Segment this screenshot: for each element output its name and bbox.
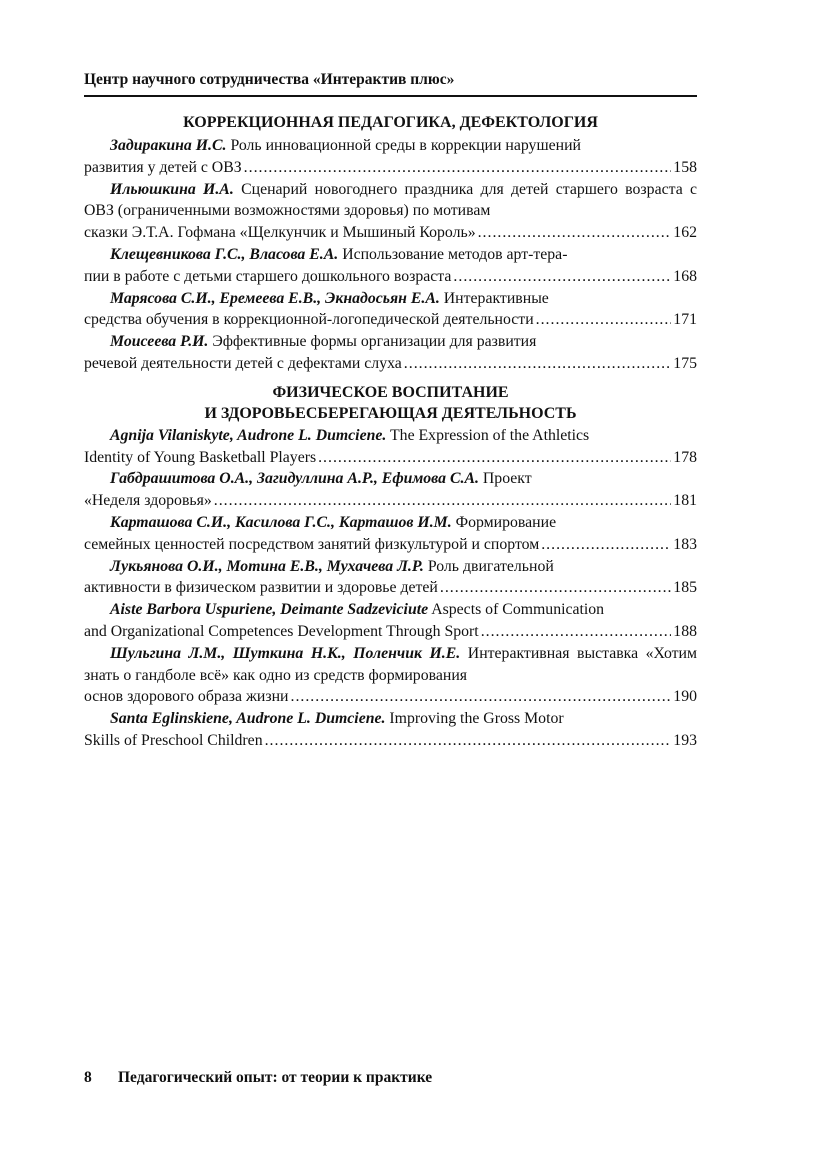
toc-entry[interactable]	[84, 135, 697, 179]
dot-leader	[541, 534, 671, 556]
toc-entry-last-line	[84, 222, 697, 244]
toc-entry-title-end: семейных ценностей посредством занятий физкультурой и спортом	[84, 535, 540, 553]
toc-entry-text	[84, 331, 697, 353]
toc-entry[interactable]	[84, 288, 697, 332]
toc-entry[interactable]	[84, 425, 697, 469]
toc-page-number: 171	[673, 311, 697, 329]
toc-page-number: 178	[673, 448, 697, 466]
toc-entry-last-line	[84, 730, 697, 752]
section-title	[84, 382, 697, 424]
toc-entry[interactable]	[84, 643, 697, 708]
toc-entry-text	[84, 425, 697, 447]
toc-page-number: 181	[673, 492, 697, 510]
dot-leader	[453, 266, 671, 288]
toc-entry-authors: Клещевникова Г.С., Власова Е.А.	[110, 245, 339, 263]
toc-entry-title: The Expression of the Athletics	[390, 426, 590, 444]
toc-entry-title: Роль двигательной	[427, 557, 554, 575]
dot-leader	[244, 157, 672, 179]
table-of-contents	[84, 112, 697, 752]
toc-entry-title: Проект	[482, 470, 532, 488]
toc-entry-title: Роль инновационной среды в коррекции нарушений	[230, 137, 581, 154]
page-number: 8	[84, 1069, 92, 1086]
dot-leader	[404, 353, 672, 375]
toc-entry-title-end: Identity of Young Basketball Players	[84, 448, 317, 466]
toc-entry-title-end: Skills of Preschool Children	[84, 731, 263, 749]
toc-page-number: 185	[673, 579, 697, 597]
toc-entry-authors: Agnija Vilaniskyte, Audrone L. Dumciene.	[110, 426, 387, 444]
toc-entry-text	[84, 643, 697, 687]
toc-entry[interactable]	[84, 708, 697, 752]
toc-entry-authors: Santa Eglinskiene, Audrone L. Dumciene.	[110, 710, 386, 728]
toc-entry-last-line	[84, 353, 697, 375]
toc-entry-text	[84, 468, 697, 490]
running-footer	[84, 1068, 432, 1088]
toc-entry-last-line	[84, 621, 697, 643]
toc-entry-text	[84, 135, 697, 157]
toc-entry-authors: Шульгина Л.М., Шуткина Н.К., Поленчик И.Е.	[110, 644, 461, 662]
toc-entry-title-end: развития у детей с ОВЗ	[84, 158, 242, 176]
toc-entry[interactable]	[84, 331, 697, 375]
toc-page-number: 193	[673, 731, 697, 749]
toc-page-number: 158	[673, 158, 697, 176]
toc-entry-text	[84, 179, 697, 223]
toc-entry-text	[84, 599, 697, 621]
toc-entry-last-line	[84, 534, 697, 556]
toc-entry-authors: Карташова С.И., Касилова Г.С., Карташов И.М.	[110, 513, 452, 531]
section-title: КОРРЕКЦИОННАЯ ПЕДАГОГИКА, ДЕФЕКТОЛОГИЯ	[183, 114, 598, 131]
toc-entry-title: Интерактивные	[443, 289, 549, 307]
dot-leader	[318, 447, 671, 469]
toc-entry-text	[84, 556, 697, 578]
toc-page-number: 183	[673, 535, 697, 553]
toc-entry-title: Сценарий новогоднего праздника для детей старшего возраста с ОВЗ (ограниченными возможностями здоровья) по мотивам	[84, 180, 698, 220]
section-title-line: И ЗДОРОВЬЕСБЕРЕГАЮЩАЯ ДЕЯТЕЛЬНОСТЬ	[204, 404, 577, 422]
toc-entry-title: Интерактивная выставка «Хотим знать о гандболе всё» как одно из средств формирования	[84, 644, 697, 684]
toc-entry[interactable]	[84, 244, 697, 288]
toc-entry-last-line	[84, 490, 697, 512]
toc-entry[interactable]	[84, 512, 697, 556]
toc-entry-title-end: средства обучения в коррекционной-логопедической деятельности	[84, 311, 534, 329]
toc-entry[interactable]	[84, 468, 697, 512]
toc-entry-title: Эффективные формы организации для развития	[212, 333, 537, 351]
dot-leader	[481, 621, 672, 643]
toc-entry-authors: Лукьянова О.И., Мотина Е.В., Мухачева Л.Р.	[110, 557, 424, 575]
toc-entry-last-line	[84, 309, 697, 331]
toc-entry-title: Использование методов арт-тера-	[342, 245, 568, 263]
toc-page-number: 188	[673, 622, 697, 640]
toc-entry-text	[84, 244, 697, 266]
toc-entry-authors: Aiste Barbora Uspuriene, Deimante Sadzeviciute	[110, 601, 429, 619]
toc-entry-title-end: «Неделя здоровья»	[84, 492, 212, 510]
dot-leader	[536, 309, 672, 331]
toc-entry-authors: Ильюшкина И.А.	[110, 180, 234, 198]
toc-entry-title: Aspects of Communication	[431, 601, 605, 619]
toc-entry-last-line	[84, 447, 697, 469]
section-title-line: ФИЗИЧЕСКОЕ ВОСПИТАНИЕ	[272, 383, 509, 401]
toc-entry-last-line	[84, 577, 697, 599]
toc-entry-title-end: активности в физическом развитии и здоровье детей	[84, 579, 438, 597]
toc-entry-title-end: and Organizational Competences Development Through Sport	[84, 622, 479, 640]
toc-entry-text	[84, 288, 697, 310]
toc-entry-last-line	[84, 266, 697, 288]
dot-leader	[440, 577, 671, 599]
toc-entry-title-end: речевой деятельности детей с дефектами слуха	[84, 354, 402, 372]
toc-section	[84, 382, 697, 752]
dot-leader	[478, 222, 672, 244]
toc-entry[interactable]	[84, 556, 697, 600]
toc-page-number: 168	[673, 267, 697, 285]
dot-leader	[291, 686, 672, 708]
footer-title: Педагогический опыт: от теории к практике	[118, 1069, 433, 1086]
dot-leader	[214, 490, 672, 512]
toc-entry[interactable]	[84, 179, 697, 244]
toc-page-number: 175	[673, 354, 697, 372]
toc-entry-text	[84, 708, 697, 730]
toc-entry-text	[84, 512, 697, 534]
toc-entry-title-end: основ здорового образа жизни	[84, 688, 289, 706]
toc-entry-title: Формирование	[455, 513, 557, 531]
toc-entry-authors: Габдрашитова О.А., Загидуллина А.Р., Ефимова С.А.	[110, 470, 479, 488]
toc-entry[interactable]	[84, 599, 697, 643]
toc-page-number: 162	[673, 224, 697, 242]
toc-entry-title-end: сказки Э.Т.А. Гофмана «Щелкунчик и Мышиный Король»	[84, 224, 476, 242]
toc-entry-last-line	[84, 157, 697, 179]
dot-leader	[265, 730, 672, 752]
header-rule	[84, 95, 697, 97]
toc-entry-title-end: пии в работе с детьми старшего дошкольного возраста	[84, 267, 452, 285]
toc-entry-authors: Задиракина И.С.	[110, 137, 227, 154]
toc-page-number: 190	[673, 688, 697, 706]
running-header: Центр научного сотрудничества «Интерактив плюс»	[84, 71, 455, 88]
toc-entry-last-line	[84, 686, 697, 708]
toc-entry-title: Improving the Gross Motor	[389, 710, 564, 728]
toc-entry-authors: Моисеева Р.И.	[110, 333, 209, 351]
toc-section	[84, 112, 697, 375]
toc-entry-authors: Марясова С.И., Еремеева Е.В., Экнадосьян Е.А.	[110, 289, 440, 307]
